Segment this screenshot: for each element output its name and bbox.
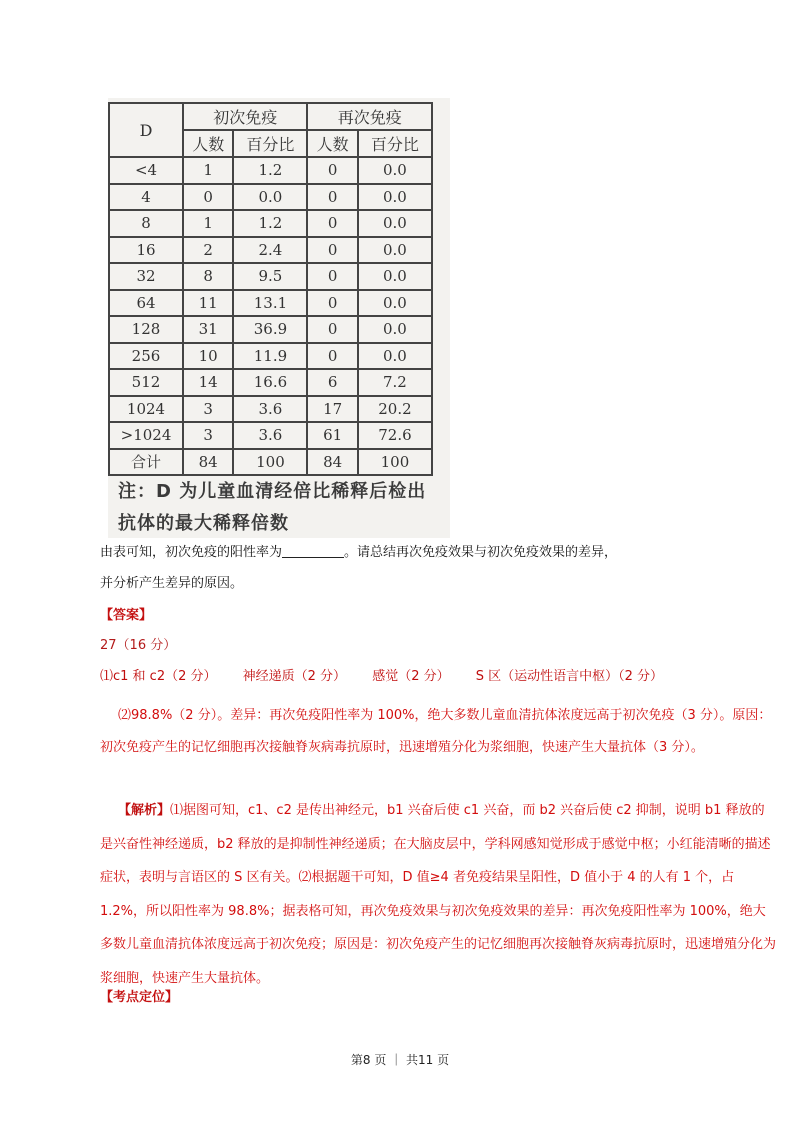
table-cell: 1: [183, 210, 233, 237]
table-cell: 16: [109, 237, 183, 264]
answer-part-1: [100, 667, 770, 687]
analysis-label: 【解析】: [118, 803, 171, 818]
table-row: [109, 210, 432, 237]
header-d: D: [109, 103, 183, 157]
table-cell: 512: [109, 369, 183, 396]
question-line-2: 并分析产生差异的原因。: [100, 576, 244, 591]
header-first-immunization: 初次免疫: [183, 103, 307, 130]
table-cell: 9.5: [233, 263, 307, 290]
table-cell: 2.4: [233, 237, 307, 264]
table-cell: 0: [307, 290, 357, 317]
answer-part1-item: ⑴c1 和 c2（2 分）: [100, 669, 217, 684]
answer-label: 【答案】: [100, 608, 153, 623]
analysis-text: ⑴据图可知，c1、c2 是传出神经元，b1 兴奋后使 c1 兴奋，而 b2 兴奋后使 c2 抑制，说明 b1 释放的是兴奋性神经递质，b2 释放的是抑制性神经递质；在大脑皮层中，学科网感知觉形成于感觉中枢；小红能清晰的描述症状，表明与言语区的 S 区有关。⑵根据题干可知，D 值≥4 者免疫结果呈阳性，D 值小于 4 的人有 1 个，占 1.2%，所以阳性率为 98.8%；据表格可知，再次免疫效果与初次免疫效果的差异：再次免疫阳性率为 100%，绝大多数儿童血清抗体浓度远高于初次免疫；原因是：初次免疫产生的记忆细胞再次接触脊灰病毒抗原时，迅速增殖分化为浆细胞，快速产生大量抗体。: [100, 803, 777, 986]
answer-part1-item: S 区（运动性语言中枢）（2 分）: [475, 669, 664, 684]
table-note-line2: 抗体的最大稀释倍数: [118, 513, 289, 534]
table-cell: 6: [307, 369, 357, 396]
table-cell: 0.0: [358, 316, 432, 343]
table-cell: 32: [109, 263, 183, 290]
table-cell: 0: [307, 184, 357, 211]
subheader-count-2: 人数: [307, 130, 357, 157]
answer-score: 27（16 分）: [100, 638, 177, 653]
table-cell: 14: [183, 369, 233, 396]
table-cell: 7.2: [358, 369, 432, 396]
table-cell: 8: [183, 263, 233, 290]
antibody-table: [108, 102, 433, 476]
table-row: [109, 316, 432, 343]
table-cell: 0.0: [358, 157, 432, 184]
table-cell: 3.6: [233, 396, 307, 423]
table-row: [109, 263, 432, 290]
subheader-pct-2: 百分比: [358, 130, 432, 157]
table-row: [109, 290, 432, 317]
table-cell: 256: [109, 343, 183, 370]
question-text-before-blank: 由表可知，初次免疫的阳性率为: [100, 545, 283, 560]
table-cell: 0.0: [233, 184, 307, 211]
table-row: [109, 449, 432, 476]
table-cell: 0: [307, 263, 357, 290]
table-cell: 0: [307, 157, 357, 184]
table-cell: 84: [307, 449, 357, 476]
table-cell: >1024: [109, 422, 183, 449]
table-cell: 31: [183, 316, 233, 343]
table-note-line1: 注：D 为儿童血清经倍比稀释后检出: [118, 481, 427, 502]
table-cell: 16.6: [233, 369, 307, 396]
table-cell: 3: [183, 422, 233, 449]
subheader-pct-1: 百分比: [233, 130, 307, 157]
table-cell: 10: [183, 343, 233, 370]
table-cell: 72.6: [358, 422, 432, 449]
table-cell: 0.0: [358, 290, 432, 317]
page-footer: 第8 页 ｜ 共11 页: [350, 1053, 450, 1067]
table-cell: 0.0: [358, 237, 432, 264]
analysis-paragraph: [100, 794, 776, 995]
table-cell: 61: [307, 422, 357, 449]
table-cell: 100: [358, 449, 432, 476]
table-cell: 0.0: [358, 184, 432, 211]
scanned-table-image: [108, 98, 450, 538]
question-line-1: [100, 543, 760, 563]
table-cell: 0: [307, 343, 357, 370]
table-cell: 128: [109, 316, 183, 343]
table-cell: 1024: [109, 396, 183, 423]
header-second-immunization: 再次免疫: [307, 103, 432, 130]
table-cell: 0: [307, 237, 357, 264]
question-text-after-blank: 。请总结再次免疫效果与初次免疫效果的差异，: [344, 545, 618, 560]
table-cell: 13.1: [233, 290, 307, 317]
subheader-count-1: 人数: [183, 130, 233, 157]
table-cell: 36.9: [233, 316, 307, 343]
table-cell: 11.9: [233, 343, 307, 370]
kaodian-label: 【考点定位】: [100, 990, 179, 1005]
table-cell: 4: [109, 184, 183, 211]
table-cell: <4: [109, 157, 183, 184]
table-row: [109, 396, 432, 423]
table-note: [118, 476, 448, 540]
table-row: [109, 422, 432, 449]
table-cell: 0: [307, 316, 357, 343]
table-cell: 1: [183, 157, 233, 184]
answer-part1-item: 感觉（2 分）: [372, 669, 450, 684]
table-cell: 0.0: [358, 263, 432, 290]
table-row: [109, 157, 432, 184]
table-row: [109, 343, 432, 370]
table-cell: 2: [183, 237, 233, 264]
table-cell: 8: [109, 210, 183, 237]
table-cell: 0.0: [358, 210, 432, 237]
table-cell: 64: [109, 290, 183, 317]
table-cell: 100: [233, 449, 307, 476]
table-cell: 84: [183, 449, 233, 476]
answer-part-2: ⑵98.8%（2 分）。差异：再次免疫阳性率为 100%，绝大多数儿童血清抗体浓度远高于初次免疫（3 分）。原因：初次免疫产生的记忆细胞再次接触脊灰病毒抗原时，迅速增殖分化为浆细胞，快速产生大量抗体（3 分）。: [100, 708, 772, 755]
table-cell: 17: [307, 396, 357, 423]
table-row: [109, 184, 432, 211]
table-cell: 11: [183, 290, 233, 317]
table-cell: 20.2: [358, 396, 432, 423]
table-cell: 1.2: [233, 157, 307, 184]
table-cell: 3: [183, 396, 233, 423]
table-cell: 3.6: [233, 422, 307, 449]
table-cell: 0: [183, 184, 233, 211]
table-row: [109, 369, 432, 396]
answer-blank: [282, 543, 344, 558]
answer-part1-item: 神经递质（2 分）: [242, 669, 347, 684]
table-header-row: [109, 103, 432, 130]
table-row: [109, 237, 432, 264]
table-cell: 0: [307, 210, 357, 237]
table-cell: 0.0: [358, 343, 432, 370]
table-cell: 合计: [109, 449, 183, 476]
table-cell: 1.2: [233, 210, 307, 237]
